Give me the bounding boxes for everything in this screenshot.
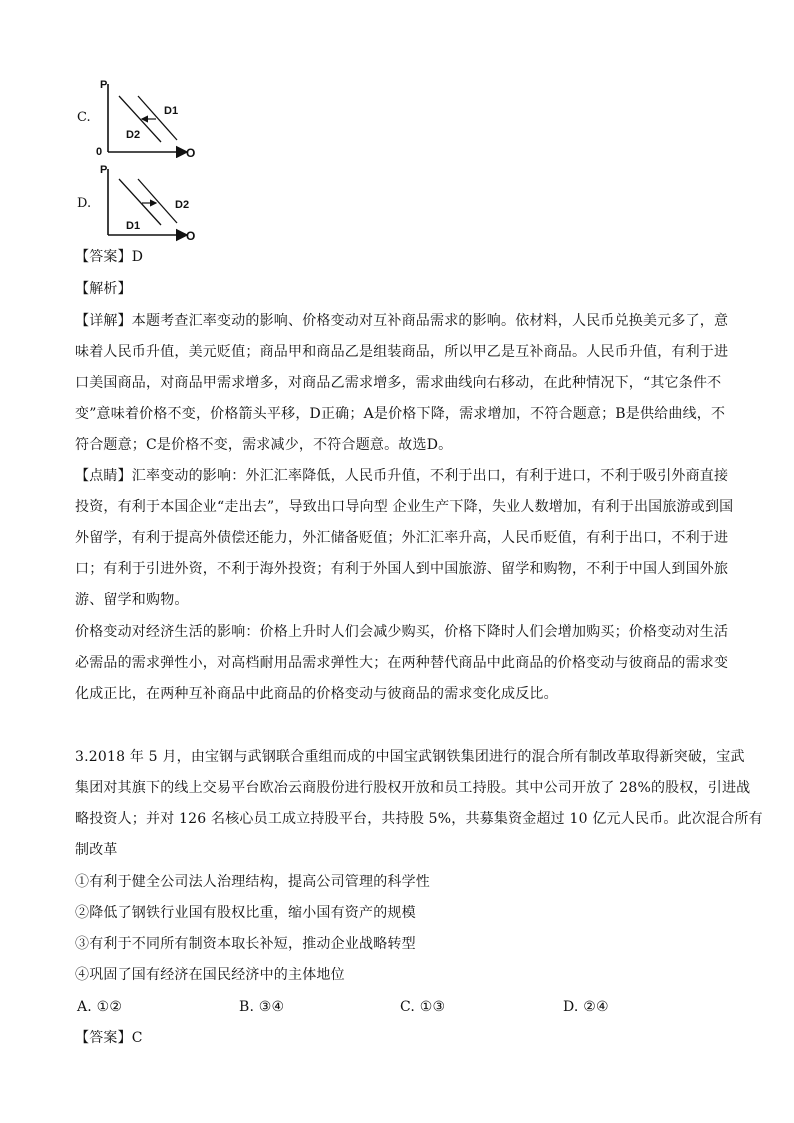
question-line: 3.2018 年 5 月，由宝钢与武钢联合重组而成的中国宝武钢铁集团进行的混合所有制改革取得新突破，宝武 [75, 749, 745, 765]
demand-graph-c [95, 76, 205, 158]
choice-b: B. ③④ [239, 999, 285, 1015]
option-c-label: C. [77, 110, 91, 125]
paragraph-line: 味着人民币升值，美元贬值；商品甲和商品乙是组装商品，所以甲乙是互补商品。人民币升值，有利于进 [75, 344, 729, 360]
paragraph-line: 化成正比，在两种互补商品中此商品的价格变动与彼商品的需求变化成反比。 [75, 686, 558, 702]
choice-d: D. ②④ [563, 999, 609, 1015]
curve-label-upper: D1 [164, 105, 179, 117]
demand-curve-d1 [138, 96, 177, 140]
p-axis-label: P [100, 164, 108, 176]
statement-item: ③有利于不同所有制资本取长补短，推动企业战略转型 [75, 936, 416, 952]
demand-curve-d2 [138, 179, 177, 223]
paragraph-line: 必需品的需求弹性小，对高档耐用品需求弹性大；在两种替代商品中此商品的价格变动与彼商品的需求变 [75, 655, 729, 671]
choice-a: A. ①② [77, 999, 123, 1015]
analysis-heading: 【解析】 [75, 281, 132, 297]
question-line: 制改革 [75, 842, 118, 858]
q-axis-label: O [186, 146, 196, 158]
curve-label-lower: D1 [126, 220, 141, 232]
paragraph-line: 游、留学和购物。 [75, 592, 189, 608]
paragraph-line: 【详解】本题考查汇率变动的影响、价格变动对互补商品需求的影响。依材料，人民币兑换美元多了，意 [75, 313, 729, 329]
demand-curve-d1 [119, 179, 161, 225]
paragraph-line: 口；有利于引进外资，不利于海外投资；有利于外国人到中国旅游、留学和购物，不利于中国人到国外旅 [75, 561, 729, 577]
p-axis-label: P [100, 79, 108, 91]
paragraph-line: 【点睛】汇率变动的影响：外汇汇率降低，人民币升值，不利于出口，有利于进口，不利于吸引外商直接 [75, 468, 729, 484]
question-line: 略投资人；并对 126 名核心员工成立持股平台，共持股 5%，共募集资金超过 10 亿元人民币。此次混合所有 [75, 811, 763, 827]
paragraph-line: 符合题意；C是价格不变，需求减少，不符合题意。故选D。 [75, 437, 453, 453]
option-d-label: D. [77, 196, 92, 211]
demand-graph-d [95, 161, 205, 243]
curve-label-upper: D2 [175, 199, 190, 211]
paragraph-line: 投资，有利于本国企业“走出去”，导致出口导向型 企业生产下降，失业人数增加，有利于出国旅游或到国 [75, 499, 734, 515]
answer-label: 【答案】D [75, 249, 144, 265]
choice-c: C. ①③ [400, 999, 446, 1015]
statement-item: ②降低了钢铁行业国有股权比重，缩小国有资产的规模 [75, 905, 416, 921]
origin-label: 0 [96, 146, 103, 158]
paragraph-line: 变”意味着价格不变，价格箭头平移，D正确；A是价格下降，需求增加，不符合题意；B是供给曲线，不 [75, 406, 726, 422]
answer-label: 【答案】C [75, 1030, 143, 1046]
paragraph-line: 口美国商品，对商品甲需求增多，对商品乙需求增多，需求曲线向右移动，在此种情况下，“其它条件不 [75, 375, 722, 391]
curve-label-lower: D2 [126, 129, 141, 141]
question-line: 集团对其旗下的线上交易平台欧冶云商股份进行股权开放和员工持股。其中公司开放了 28%的股权，引进战 [75, 780, 751, 796]
statement-item: ④巩固了国有经济在国民经济中的主体地位 [75, 967, 345, 983]
paragraph-line: 外留学，有利于提高外债偿还能力，外汇储备贬值；外汇汇率升高，人民币贬值，有利于出口，不利于进 [75, 530, 729, 546]
statement-item: ①有利于健全公司法人治理结构，提高公司管理的科学性 [75, 874, 430, 890]
paragraph-line: 价格变动对经济生活的影响：价格上升时人们会减少购买，价格下降时人们会增加购买；价格变动对生活 [75, 624, 729, 640]
q-axis-label: O [186, 229, 196, 243]
